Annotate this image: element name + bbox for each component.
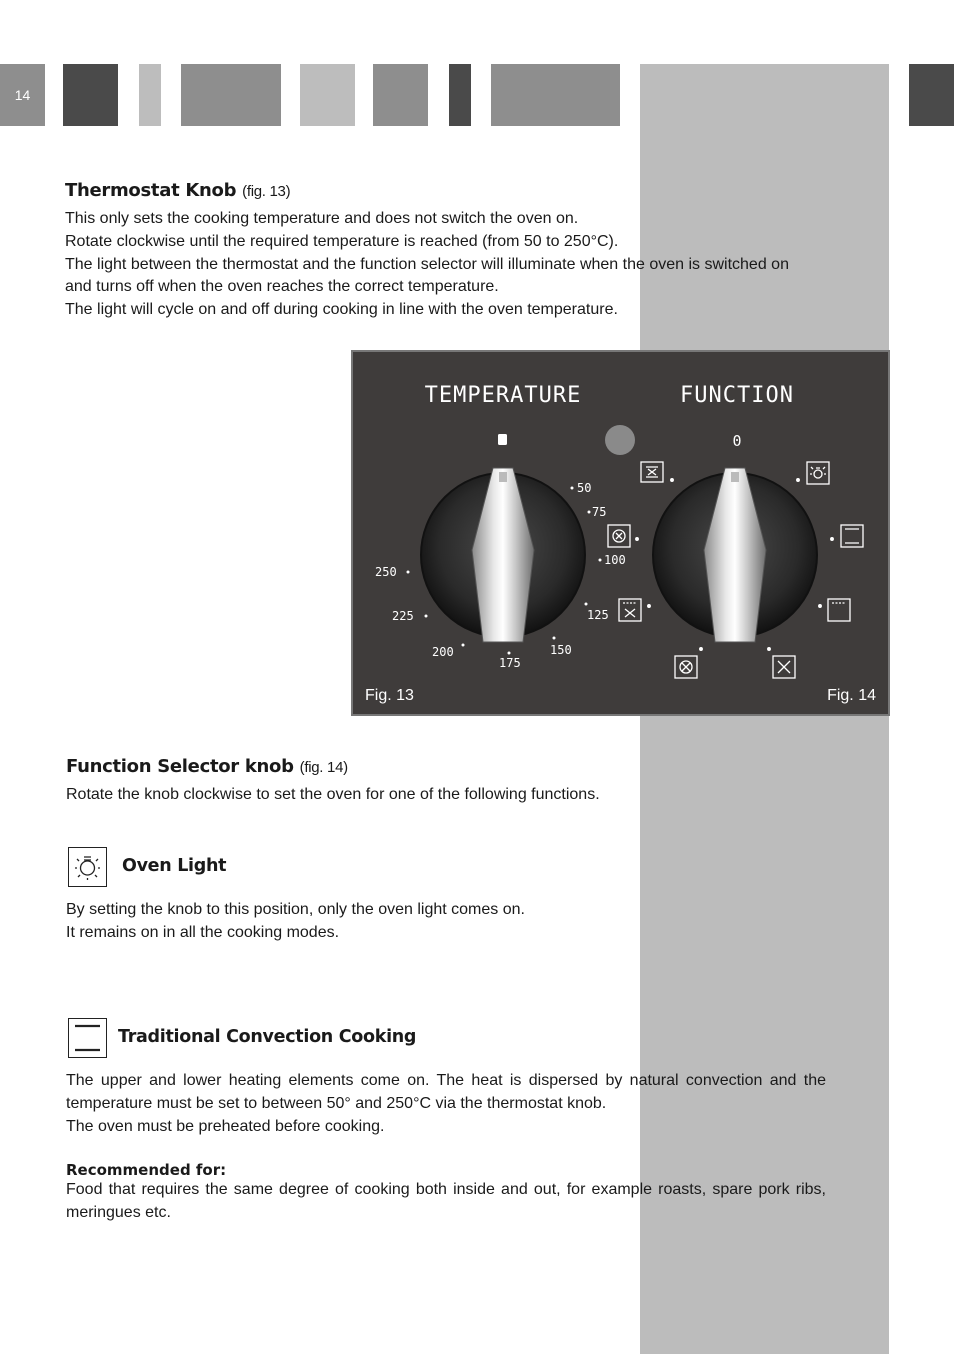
function-selector-title: Function Selector knob [66,756,294,777]
temperature-label: TEMPERATURE [424,383,582,408]
thermostat-heading [65,180,865,201]
function-selector-text: Rotate the knob clockwise to set the oven for one of the following functions. [66,786,600,803]
recommended-label: Recommended for: [66,1161,227,1180]
temperature-mark: 100 [604,553,626,567]
traditional-text [66,1070,826,1225]
thermostat-line: The light will cycle on and off during cooking in line with the oven temperature. [65,301,618,319]
traditional-line: The upper and lower heating elements come on. The heat is dispersed by natural convection and the [66,1072,826,1089]
thermostat-line: and turns off when the oven reaches the correct temperature. [65,278,499,296]
function-selector-section [66,756,866,807]
indicator-light [605,425,635,455]
temperature-mark: 175 [499,656,521,670]
temperature-off-mark [498,434,507,445]
temperature-mark: 250 [375,565,397,579]
oven-light-text [66,899,866,945]
thermostat-line: This only sets the cooking temperature and does not switch the oven on. [65,210,579,227]
page-number: 14 [0,64,45,126]
traditional-line: The oven must be preheated before cooking. [66,1117,385,1135]
traditional-line: temperature must be set to between 50° and 250°C via the thermostat knob. [66,1094,607,1112]
thermostat-section [65,180,865,322]
function-zero-mark: 0 [732,432,742,450]
oven-light-title: Oven Light [122,856,227,876]
recommended-line: meringues etc. [66,1204,171,1222]
thermostat-line: Rotate clockwise until the required temperature is reached (from 50 to 250°C). [65,232,619,250]
oven-light-line: By setting the knob to this position, only the oven light comes on. [66,901,525,918]
thermostat-ref: (fig. 13) [242,183,291,200]
thermostat-title: Thermostat Knob [65,180,237,201]
oven-light-icon [68,847,107,887]
function-selector-ref: (fig. 14) [299,759,348,776]
function-selector-heading [66,756,866,777]
traditional-convection-icon [68,1018,107,1058]
temperature-mark: 200 [432,645,454,659]
fig14-label: Fig. 14 [827,687,876,704]
temperature-mark: 150 [550,643,572,657]
control-panel-figure [351,350,890,716]
fig13-label: Fig. 13 [365,687,414,704]
temperature-mark: 75 [592,505,607,519]
traditional-title: Traditional Convection Cooking [118,1027,417,1047]
temperature-mark: 125 [587,608,609,622]
function-label: FUNCTION [680,383,794,408]
thermostat-line: The light between the thermostat and the function selector will illuminate when the oven is switched on [65,255,789,273]
temperature-mark: 50 [577,481,592,495]
recommended-line: Food that requires the same degree of cooking both inside and out, for example roasts, spare pork ribs, [66,1181,826,1199]
oven-light-line: It remains on in all the cooking modes. [66,923,340,941]
temperature-mark: 225 [392,609,414,623]
